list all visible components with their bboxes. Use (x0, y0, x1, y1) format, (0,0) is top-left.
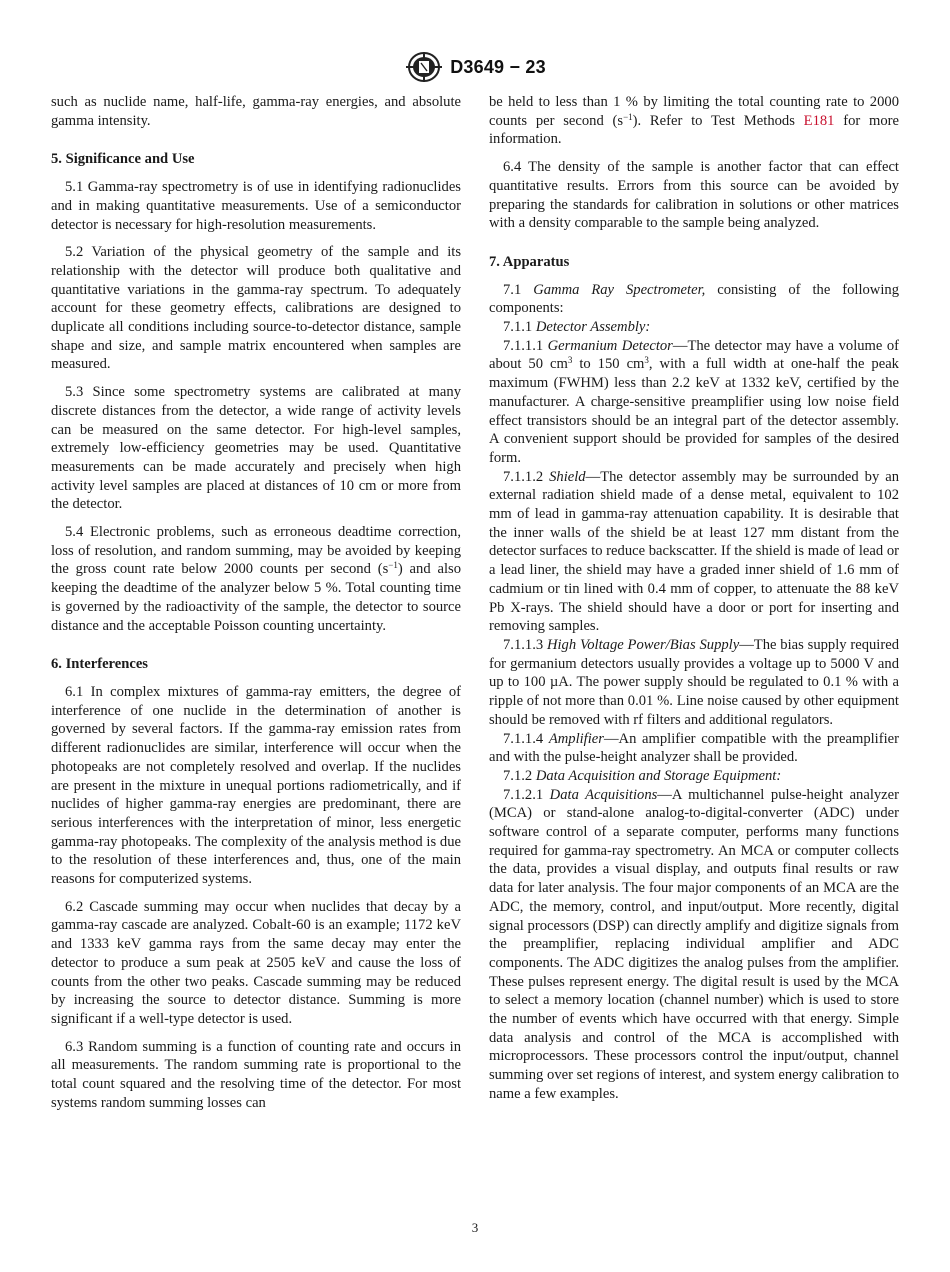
paragraph-7-1-2-1 (489, 786, 899, 1104)
clause-number: 7.1.1 (503, 319, 536, 336)
astm-logo-icon (404, 51, 444, 83)
section-7-heading: 7. Apparatus (489, 253, 570, 270)
clause-title: Amplifier (548, 730, 604, 747)
continued-part1: be held to less than 1 % by limiting the total counting rate to 2000 counts per second (s (489, 94, 899, 129)
clause-number: 7.1.1.1 (503, 337, 548, 354)
clause-text-part3: , with a full width at one-half the peak maximum (FWHM) less than 2.2 keV at 1332 keV, certified by the manufacturer. A charge-sensitive preamplifier using low noise field effect transistors should be an integral part of the detector assembly. A convenient support should be provided for samples of the desired form. (489, 356, 899, 466)
section-6-heading: 6. Interferences (51, 656, 148, 673)
clause-title: Gamma Ray Spectrometer, (533, 281, 706, 298)
clause-title: Data Acquisitions (549, 786, 658, 803)
clause-number: 7.1.1.4 (503, 730, 549, 747)
right-column (489, 93, 899, 1104)
clause-title: Data Acquisition and Storage Equipment: (535, 767, 782, 784)
paragraph-6-3: 6.3 Random summing is a function of counting rate and occurs in all measurements. The random summing rate is proportional to the total count squared and the resolving time of the detector. For most systems random summing losses can (51, 1038, 461, 1111)
clause-text: —The detector assembly may be surrounded by an external radiation shield made of a dense metal, equivalent to 102 mm of lead in gamma-ray attenuation capability. It is desirable that the inner walls of the shield be at least 127 mm distant from the detector surfaces to reduce backscatter. If the shield is made of lead or a lead liner, the shield may have a graded inner shield of 1.6 mm of cadmium or tin lined with 0.4 mm of copper, to attenuate the 88 keV Pb X-rays. The shield should have a door or port for inserting and removing samples. (489, 468, 900, 635)
clause-title: Shield (549, 468, 586, 485)
clause-text: —The bias supply required for germanium detectors usually provides a voltage up to 5000 V and up to 100 µA. The power supply should be regulated to 0.1 % with a ripple of not more than 0.01 %. Line noise caused by other equipment should be removed with rf filters and additional regulators. (489, 636, 899, 728)
paragraph-7-1-1 (489, 318, 899, 337)
paragraph-5-4-part2: ) and also keeping the deadtime of the analyzer below 5 %. Total counting time is governed by the radioactivity of the sample, the detector to source distance and the acceptable Poisson counting uncertainty. (51, 561, 461, 634)
clause-number: 7.1 (503, 281, 534, 298)
paragraph-7-1 (489, 281, 899, 318)
section-5-heading: 5. Significance and Use (51, 151, 195, 168)
continued-part2: ). Refer to Test Methods (632, 112, 804, 129)
superscript: −1 (388, 560, 398, 571)
paragraph-5-4 (51, 523, 461, 635)
paragraph-7-1-2 (489, 767, 899, 786)
page-header (0, 50, 950, 84)
clause-number: 7.1.2.1 (503, 786, 550, 803)
paragraph-6-3-continued (489, 93, 899, 149)
superscript: 3 (567, 355, 573, 366)
clause-text: consisting of the following components: (489, 281, 899, 317)
intro-paragraph: such as nuclide name, half-life, gamma-ray energies, and absolute gamma intensity. (51, 94, 461, 129)
paragraph-5-3: 5.3 Since some spectrometry systems are calibrated at many discrete distances from the detector, a wide range of activity levels can be measured on the same detector. For high-level samples, extremely low-efficiency geometries may be used. Quantitative measurements can be made accurately and precisely when high activity level samples are placed at distances of 10 cm or more from the detector. (51, 384, 461, 513)
clause-text: —A multichannel pulse-height analyzer (MCA) or stand-alone analog-to-digital-converter (ADC) under software control of a separate computer, performs many functions required for gamma-ray spectrometry. An MCA or computer collects the data, provides a visual display, and outputs final results or raw data for later analysis. The four major components of an MCA are the ADC, the memory, control, and input/output. More recently, digital signal processors (DSP) can directly amplify and digitize signals from the preamplifier, replacing individual amplifier and ADC components. The ADC digitizes the analog pulses from the amplifier. These pulses represent energy. The digital result is used by the MCA to select a memory location (channel number) which is used to store the number of events which have occurred with that energy. Simple data analysis and control of the MCA is accomplished with microprocessors. These processors control the input/output, channel summing over set regions of interest, and system energy calibration to name a few examples. (489, 786, 899, 1102)
paragraph-5-1: 5.1 Gamma-ray spectrometry is of use in identifying radionuclides and in making quantitative measurements. Use of a semiconductor detector is necessary for high-resolution measurements. (51, 179, 461, 233)
paragraph-6-1: 6.1 In complex mixtures of gamma-ray emitters, the degree of interference of one nuclide in the determination of another is governed by several factors. If the gamma-ray emission rates from different radionuclides are similar, interference will occur when the photopeaks are not completely resolved and overlap. If the nuclides are present in the mixture in unequal portions radiometrically, and if nuclides of higher gamma-ray energies are predominant, there are serious interferences with the interpretation of minor, less energetic gamma-ray photopeaks. The complexity of the analysis method is due to the resolution of these interferences and, thus, one of the main reasons for computerized systems. (51, 683, 461, 888)
paragraph-7-1-1-1 (489, 337, 899, 468)
superscript: 3 (644, 355, 649, 366)
paragraph-6-4: 6.4 The density of the sample is another factor that can effect quantitative results. Errors from this source can be avoided by preparing the standards for calibration in solutions or other matrices with a density comparable to the sample being analyzed. (489, 159, 899, 232)
paragraph-7-1-1-2 (489, 468, 899, 636)
paragraph-7-1-1-3 (489, 636, 899, 730)
paragraph-5-2: 5.2 Variation of the physical geometry of the sample and its relationship with the detector will produce both qualitative and quantitative variations in the gamma-ray spectrum. To adequately account for these geometry effects, calibrations are designed to duplicate all conditions including source-to-detector distance, sample shape and size, and sample matrix encountered when samples are measured. (51, 244, 461, 373)
clause-title: Germanium Detector (547, 337, 673, 354)
page-number: 3 (471, 1220, 479, 1235)
superscript: −1 (623, 111, 633, 122)
clause-number: 7.1.1.2 (503, 468, 550, 485)
clause-text: —An amplifier compatible with the preamplifier and with the pulse-height analyzer shall be provided. (489, 730, 899, 766)
clause-title: High Voltage Power/Bias Supply (546, 636, 740, 653)
clause-text-part1: —The detector may have a volume of about 50 cm (489, 337, 899, 373)
continued-part3: for more information. (489, 112, 899, 148)
paragraph-7-1-1-4 (489, 730, 899, 767)
document-designation: D3649 − 23 (450, 56, 546, 77)
paragraph-6-2: 6.2 Cascade summing may occur when nuclides that decay by a gamma-ray cascade are analyzed. Cobalt-60 is an example; 1172 keV and 1333 keV gamma rays from the same decay may enter the detector to produce a sum peak at 2505 keV and cause the loss of counts from the other two peaks. Cascade summing may be reduced by increasing the source to detector distance. Summing is more significant if a well-type detector is used. (51, 898, 461, 1027)
paragraph-5-4-part1: 5.4 Electronic problems, such as erroneous deadtime correction, loss of resolution, and random summing, may be avoided by keeping the gross count rate below 2000 counts per second (s (51, 524, 461, 578)
e181-link[interactable]: E181 (803, 112, 835, 129)
clause-number: 7.1.1.3 (503, 636, 547, 653)
clause-title: Detector Assembly: (535, 319, 651, 336)
clause-number: 7.1.2 (503, 767, 536, 784)
clause-text-part2: to 150 cm (572, 356, 645, 373)
left-column (51, 93, 461, 1112)
